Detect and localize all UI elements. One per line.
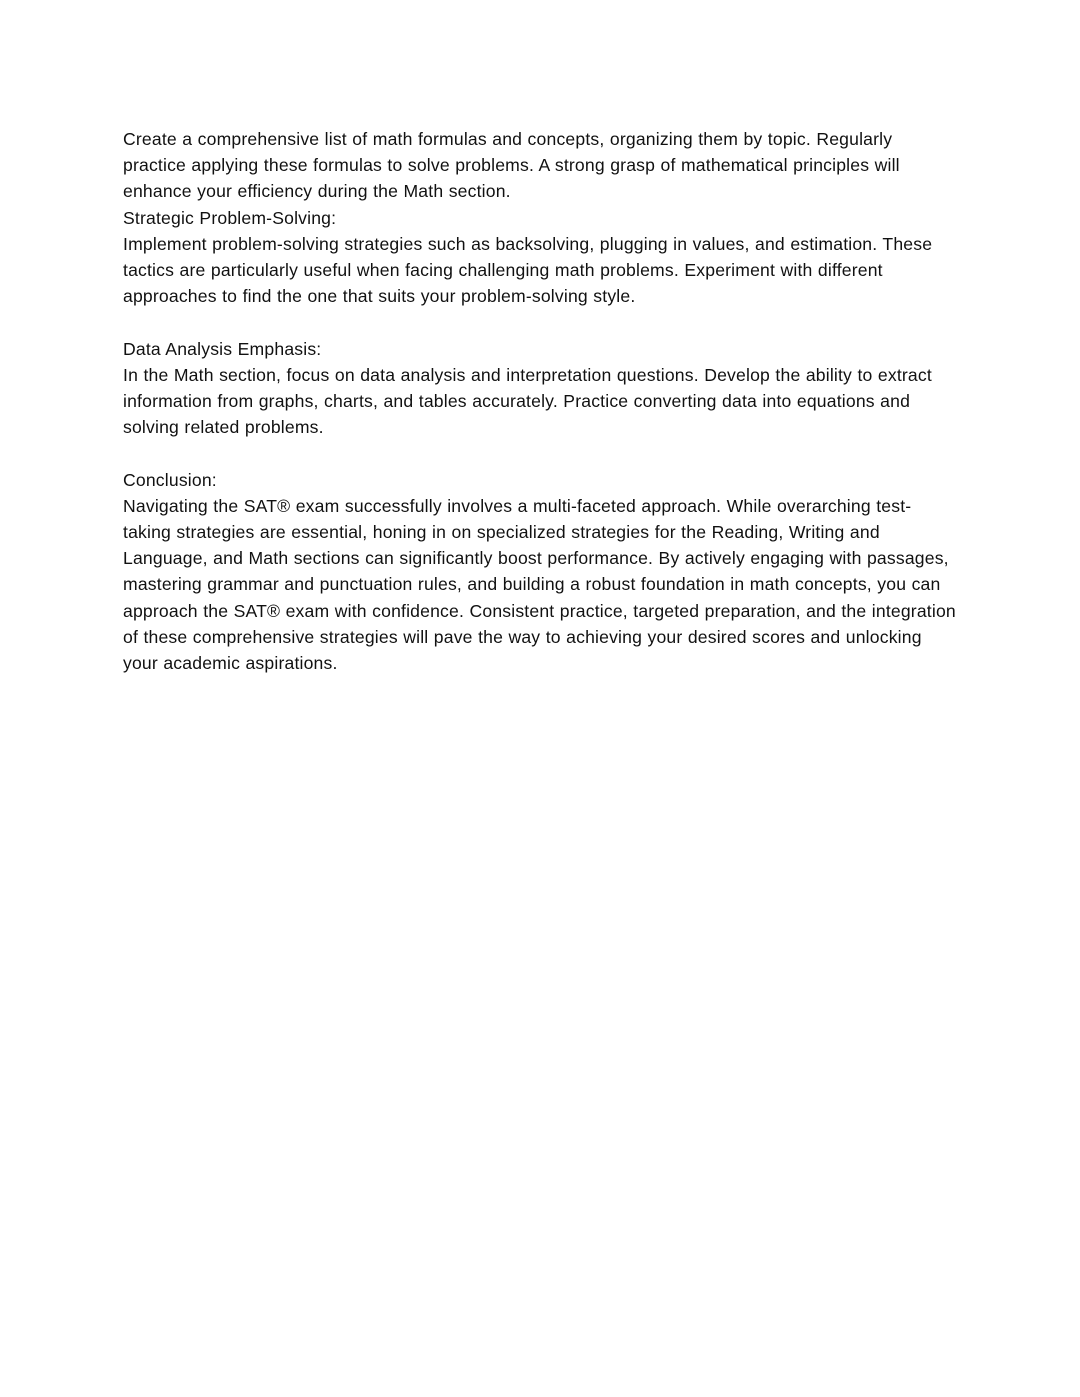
- paragraph-spacer: [123, 440, 959, 466]
- math-formulas-paragraph: Create a comprehensive list of math formulas and concepts, organizing them by topic. Regularly practice applying these formulas to solve problems. A strong grasp of mathematical principles will enhance your efficiency during the Math section.: [123, 129, 900, 202]
- data-analysis-emphasis-paragraph: In the Math section, focus on data analysis and interpretation questions. Develop the ability to extract information from graphs, charts, and tables accurately. Practice converting data into equations and solving related problems.: [123, 364, 932, 438]
- paragraph-spacer: [123, 309, 959, 335]
- strategic-problem-solving-heading: Strategic Problem-Solving:: [123, 207, 337, 228]
- document-text-column: [123, 126, 959, 676]
- data-analysis-emphasis-heading: Data Analysis Emphasis:: [123, 338, 322, 359]
- conclusion-heading: Conclusion:: [123, 469, 217, 490]
- conclusion-paragraph: Navigating the SAT® exam successfully involves a multi-faceted approach. While overarching test-taking strategies are essential, honing in on specialized strategies for the Reading, Writing and Language, and Math sections can significantly boost performance. By actively engaging with passages, mastering grammar and punctuation rules, and building a robust foundation in math concepts, you can approach the SAT® exam with confidence. Consistent practice, targeted preparation, and the integration of these comprehensive strategies will pave the way to achieving your desired scores and unlocking your academic aspirations.: [123, 495, 956, 674]
- strategic-problem-solving-paragraph: Implement problem-solving strategies such as backsolving, plugging in values, and estimation. These tactics are particularly useful when facing challenging math problems. Experiment with different approaches to find the one that suits your problem-solving style.: [123, 233, 933, 307]
